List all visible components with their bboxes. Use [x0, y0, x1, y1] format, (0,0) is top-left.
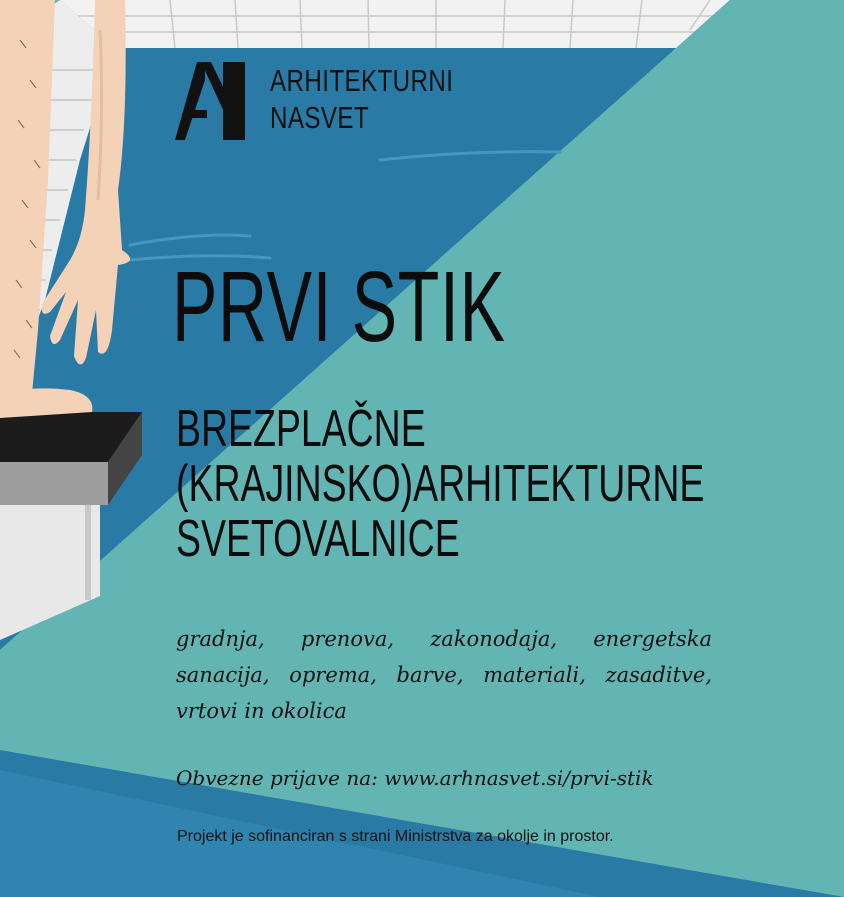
- logo-wordmark: [270, 62, 453, 136]
- logo-line-2: NASVET: [270, 100, 370, 135]
- topics-text: gradnja, prenova, zakonodaja, energetska sanacija, oprema, barve, materiali, zasaditve, vrtovi in okolica: [176, 627, 712, 723]
- poster-subtitle: [176, 402, 704, 567]
- signup-text: Obvezne prijave na: www.arhnasvet.si/prvi-stik: [176, 766, 654, 790]
- subtitle-line-3: SVETOVALNICE: [176, 510, 460, 568]
- funding-footnote: Projekt je sofinanciran s strani Ministrstva za okolje in prostor.: [177, 828, 614, 845]
- poster-title: PRVI STIK: [172, 251, 506, 363]
- logo-icon: [175, 62, 245, 140]
- pool-deck-top: [60, 0, 730, 48]
- starting-block-front: [0, 462, 108, 505]
- subtitle-line-1: BREZPLAČNE: [176, 400, 426, 458]
- logo-line-1: ARHITEKTURNI: [270, 63, 454, 98]
- subtitle-line-2: (KRAJINSKO)ARHITEKTURNE: [176, 455, 705, 513]
